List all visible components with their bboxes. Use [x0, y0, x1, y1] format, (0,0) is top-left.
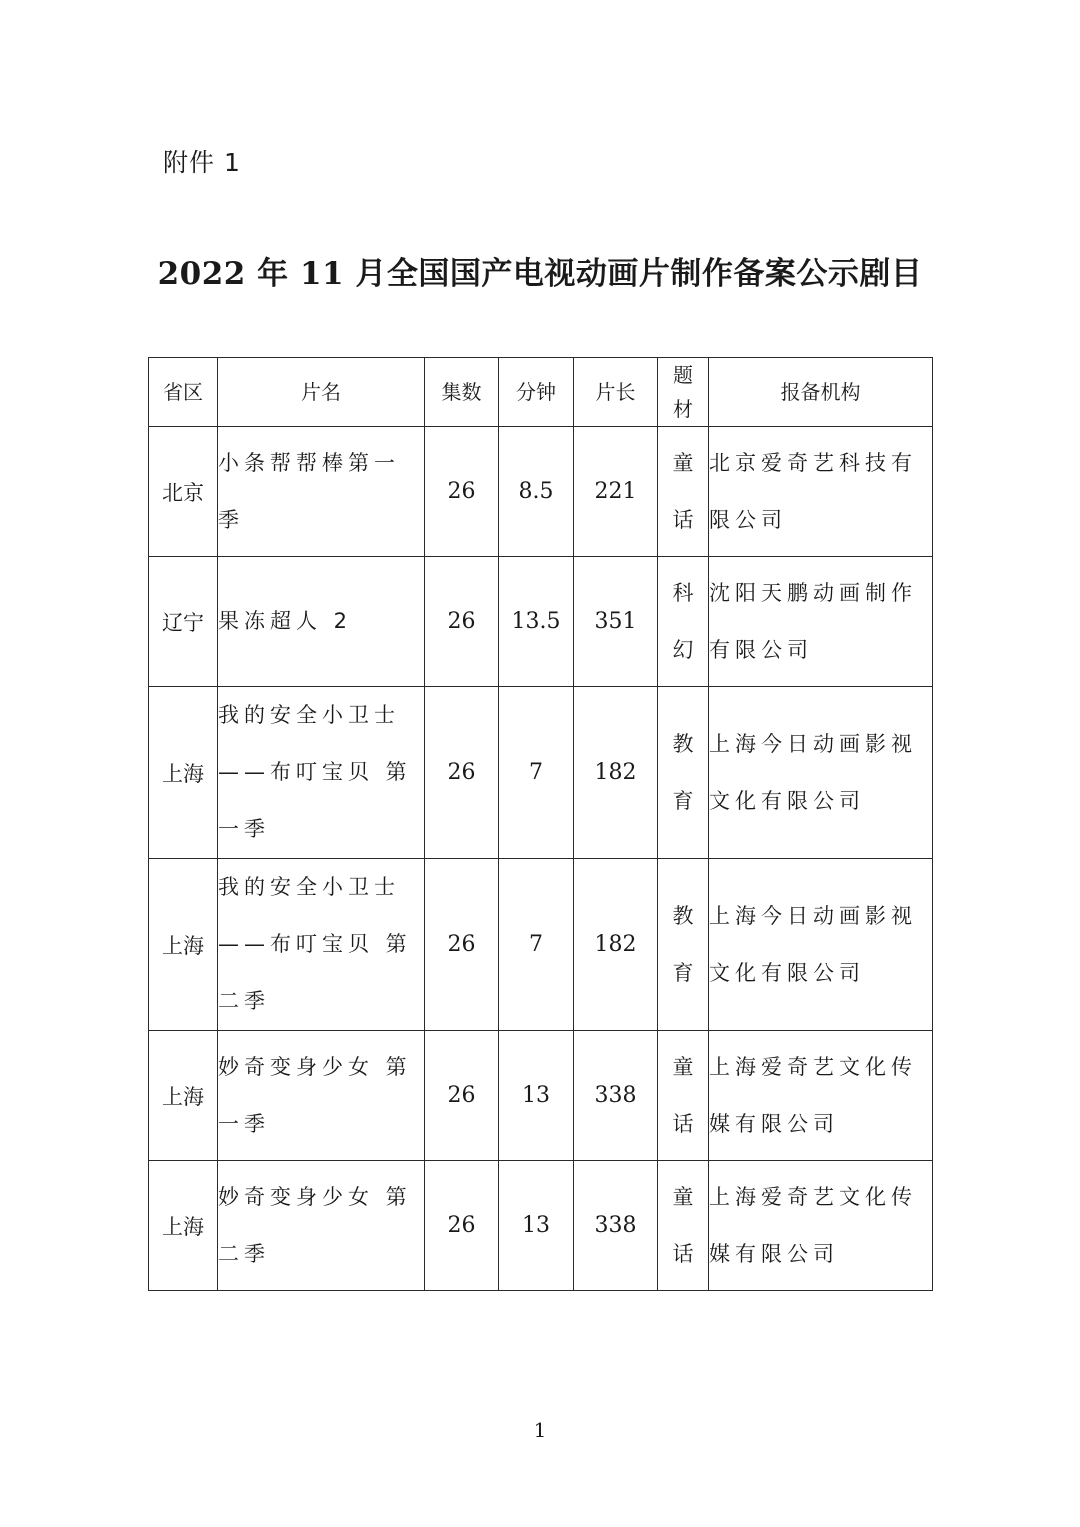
cell-province: 辽宁 — [149, 557, 218, 687]
cell-length: 182 — [574, 687, 658, 859]
cell-genre-text: 童话 — [672, 1184, 694, 1266]
cell-genre — [658, 687, 709, 859]
cell-genre — [658, 859, 709, 1031]
column-header-genre-text: 题材 — [673, 363, 693, 421]
cell-minutes: 7 — [499, 859, 574, 1031]
cell-episodes: 26 — [425, 687, 499, 859]
cell-minutes: 13 — [499, 1031, 574, 1161]
table-row — [149, 1161, 933, 1291]
filing-table — [148, 357, 933, 1291]
cell-length: 182 — [574, 859, 658, 1031]
cell-episodes: 26 — [425, 1031, 499, 1161]
column-header-episodes: 集数 — [425, 358, 499, 427]
cell-province: 上海 — [149, 687, 218, 859]
cell-genre — [658, 427, 709, 557]
page-number: 1 — [533, 1418, 547, 1442]
cell-org: 上海今日动画影视文化有限公司 — [709, 687, 933, 859]
cell-province: 北京 — [149, 427, 218, 557]
cell-genre-text: 教育 — [672, 731, 694, 813]
cell-length: 351 — [574, 557, 658, 687]
cell-episodes: 26 — [425, 1161, 499, 1291]
column-header-minutes: 分钟 — [499, 358, 574, 427]
attachment-label: 附件 1 — [163, 148, 241, 177]
column-header-name: 片名 — [218, 358, 425, 427]
cell-genre-text: 科幻 — [672, 580, 694, 662]
cell-province: 上海 — [149, 1031, 218, 1161]
table-row — [149, 859, 933, 1031]
cell-episodes: 26 — [425, 427, 499, 557]
cell-genre — [658, 557, 709, 687]
table-row — [149, 557, 933, 687]
cell-province: 上海 — [149, 859, 218, 1031]
cell-episodes: 26 — [425, 557, 499, 687]
cell-name: 妙奇变身少女 第二季 — [218, 1161, 425, 1291]
cell-genre — [658, 1031, 709, 1161]
cell-name: 果冻超人 2 — [218, 557, 425, 687]
cell-genre — [658, 1161, 709, 1291]
table-row — [149, 1031, 933, 1161]
cell-org: 北京爱奇艺科技有限公司 — [709, 427, 933, 557]
table-row — [149, 427, 933, 557]
cell-name: 小条帮帮棒第一季 — [218, 427, 425, 557]
cell-org: 沈阳天鹏动画制作有限公司 — [709, 557, 933, 687]
cell-org: 上海今日动画影视文化有限公司 — [709, 859, 933, 1031]
document-title: 2022 年 11 月全国国产电视动画片制作备案公示剧目 — [157, 256, 923, 292]
cell-length: 338 — [574, 1161, 658, 1291]
cell-minutes: 8.5 — [499, 427, 574, 557]
cell-minutes: 13.5 — [499, 557, 574, 687]
cell-name: 妙奇变身少女 第一季 — [218, 1031, 425, 1161]
table-row — [149, 687, 933, 859]
column-header-length: 片长 — [574, 358, 658, 427]
cell-name: 我的安全小卫士——布叮宝贝 第二季 — [218, 859, 425, 1031]
column-header-org: 报备机构 — [709, 358, 933, 427]
cell-minutes: 13 — [499, 1161, 574, 1291]
cell-length: 221 — [574, 427, 658, 557]
cell-province: 上海 — [149, 1161, 218, 1291]
cell-episodes: 26 — [425, 859, 499, 1031]
cell-genre-text: 童话 — [672, 1054, 694, 1136]
column-header-genre — [658, 358, 709, 427]
cell-org: 上海爱奇艺文化传媒有限公司 — [709, 1031, 933, 1161]
column-header-province: 省区 — [149, 358, 218, 427]
table-header-row — [149, 358, 933, 427]
cell-length: 338 — [574, 1031, 658, 1161]
cell-genre-text: 童话 — [672, 450, 694, 532]
cell-minutes: 7 — [499, 687, 574, 859]
cell-org: 上海爱奇艺文化传媒有限公司 — [709, 1161, 933, 1291]
cell-genre-text: 教育 — [672, 903, 694, 985]
cell-name: 我的安全小卫士——布叮宝贝 第一季 — [218, 687, 425, 859]
